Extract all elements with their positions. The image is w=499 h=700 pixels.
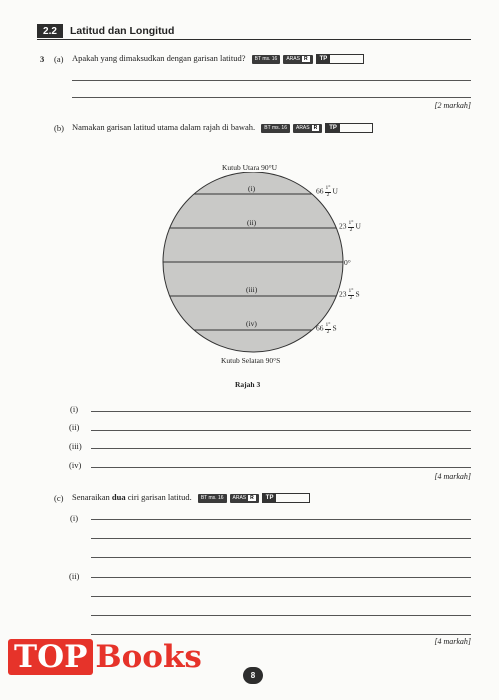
topbooks-watermark: TOP Books [8,641,202,673]
answer-line[interactable] [91,411,471,412]
part-c-label: (c) [54,493,64,503]
bt-tag: BT ms. 16 [198,494,227,503]
page-number: 8 [243,667,263,684]
tp-box[interactable]: TP [262,493,310,503]
south-pole-label: Kutub Selatan 90°S [221,356,281,365]
globe-line-label: (ii) [247,218,257,227]
latitude-label: 66 $\frac{1^\circ}{2}$ S [316,322,337,335]
answer-line[interactable] [91,538,471,539]
aras-tag: ARAS R [230,494,259,503]
bt-tag: BT ms. 16 [252,55,281,64]
section-title: Latitud dan Longitud [70,25,175,37]
tp-box[interactable]: TP [316,54,364,64]
part-a-text: Apakah yang dimaksudkan dengan garisan latitud? [72,53,246,63]
answer-line[interactable] [91,557,471,558]
equator-label: 0° [344,258,351,267]
answer-label: (i) [70,404,79,414]
marks-a: [2 markah] [434,101,471,110]
answer-line[interactable] [91,467,471,468]
globe-line-label: (i) [248,184,256,193]
latitude-label: 23 $\frac{1^\circ}{2}$ U [339,220,361,233]
answer-line[interactable] [91,596,471,597]
tp-box[interactable]: TP [325,123,373,133]
aras-tag: ARAS R [283,55,312,64]
latitude-label: 23 $\frac{1^\circ}{2}$ S [339,288,360,301]
bt-tag: BT ms. 16 [261,124,290,133]
figure-caption: Rajah 3 [235,380,261,389]
answer-line[interactable] [91,448,471,449]
part-b-text: Namakan garisan latitud utama dalam rajah di bawah. [72,122,256,132]
marks-b: [4 markah] [434,472,471,481]
aras-tag: ARAS R [293,124,322,133]
part-c-prompt: Senaraikan dua ciri garisan latitud. BT ms. 16 ARAS R TP [72,492,310,503]
part-a-tags [252,54,364,64]
answer-label: (i) [70,513,79,523]
answer-label: (iii) [69,441,82,451]
marks-c: [4 markah] [434,637,471,646]
answer-line[interactable] [91,519,471,520]
part-b-prompt [72,122,373,133]
part-a-label: (a) [54,54,64,64]
globe-line-label: (iv) [246,319,257,328]
answer-line[interactable] [91,615,471,616]
part-a-prompt [72,53,364,64]
latitude-label: 66 $\frac{1^\circ}{2}$ U [316,185,338,198]
section-divider [37,39,471,40]
part-b-label: (b) [54,123,64,133]
answer-line[interactable] [72,80,471,81]
answer-line[interactable] [72,97,471,98]
answer-label: (ii) [69,422,80,432]
part-c-tags [198,493,310,503]
answer-label: (iv) [69,460,82,470]
part-b-tags [261,123,373,133]
question-number: 3 [40,54,45,64]
answer-label: (ii) [69,571,80,581]
answer-line[interactable] [91,577,471,578]
section-number: 2.2 [37,24,63,38]
answer-line[interactable] [91,430,471,431]
north-pole-label: Kutub Utara 90°U [222,163,278,172]
answer-line[interactable] [91,634,471,635]
globe-line-label: (iii) [246,285,258,294]
